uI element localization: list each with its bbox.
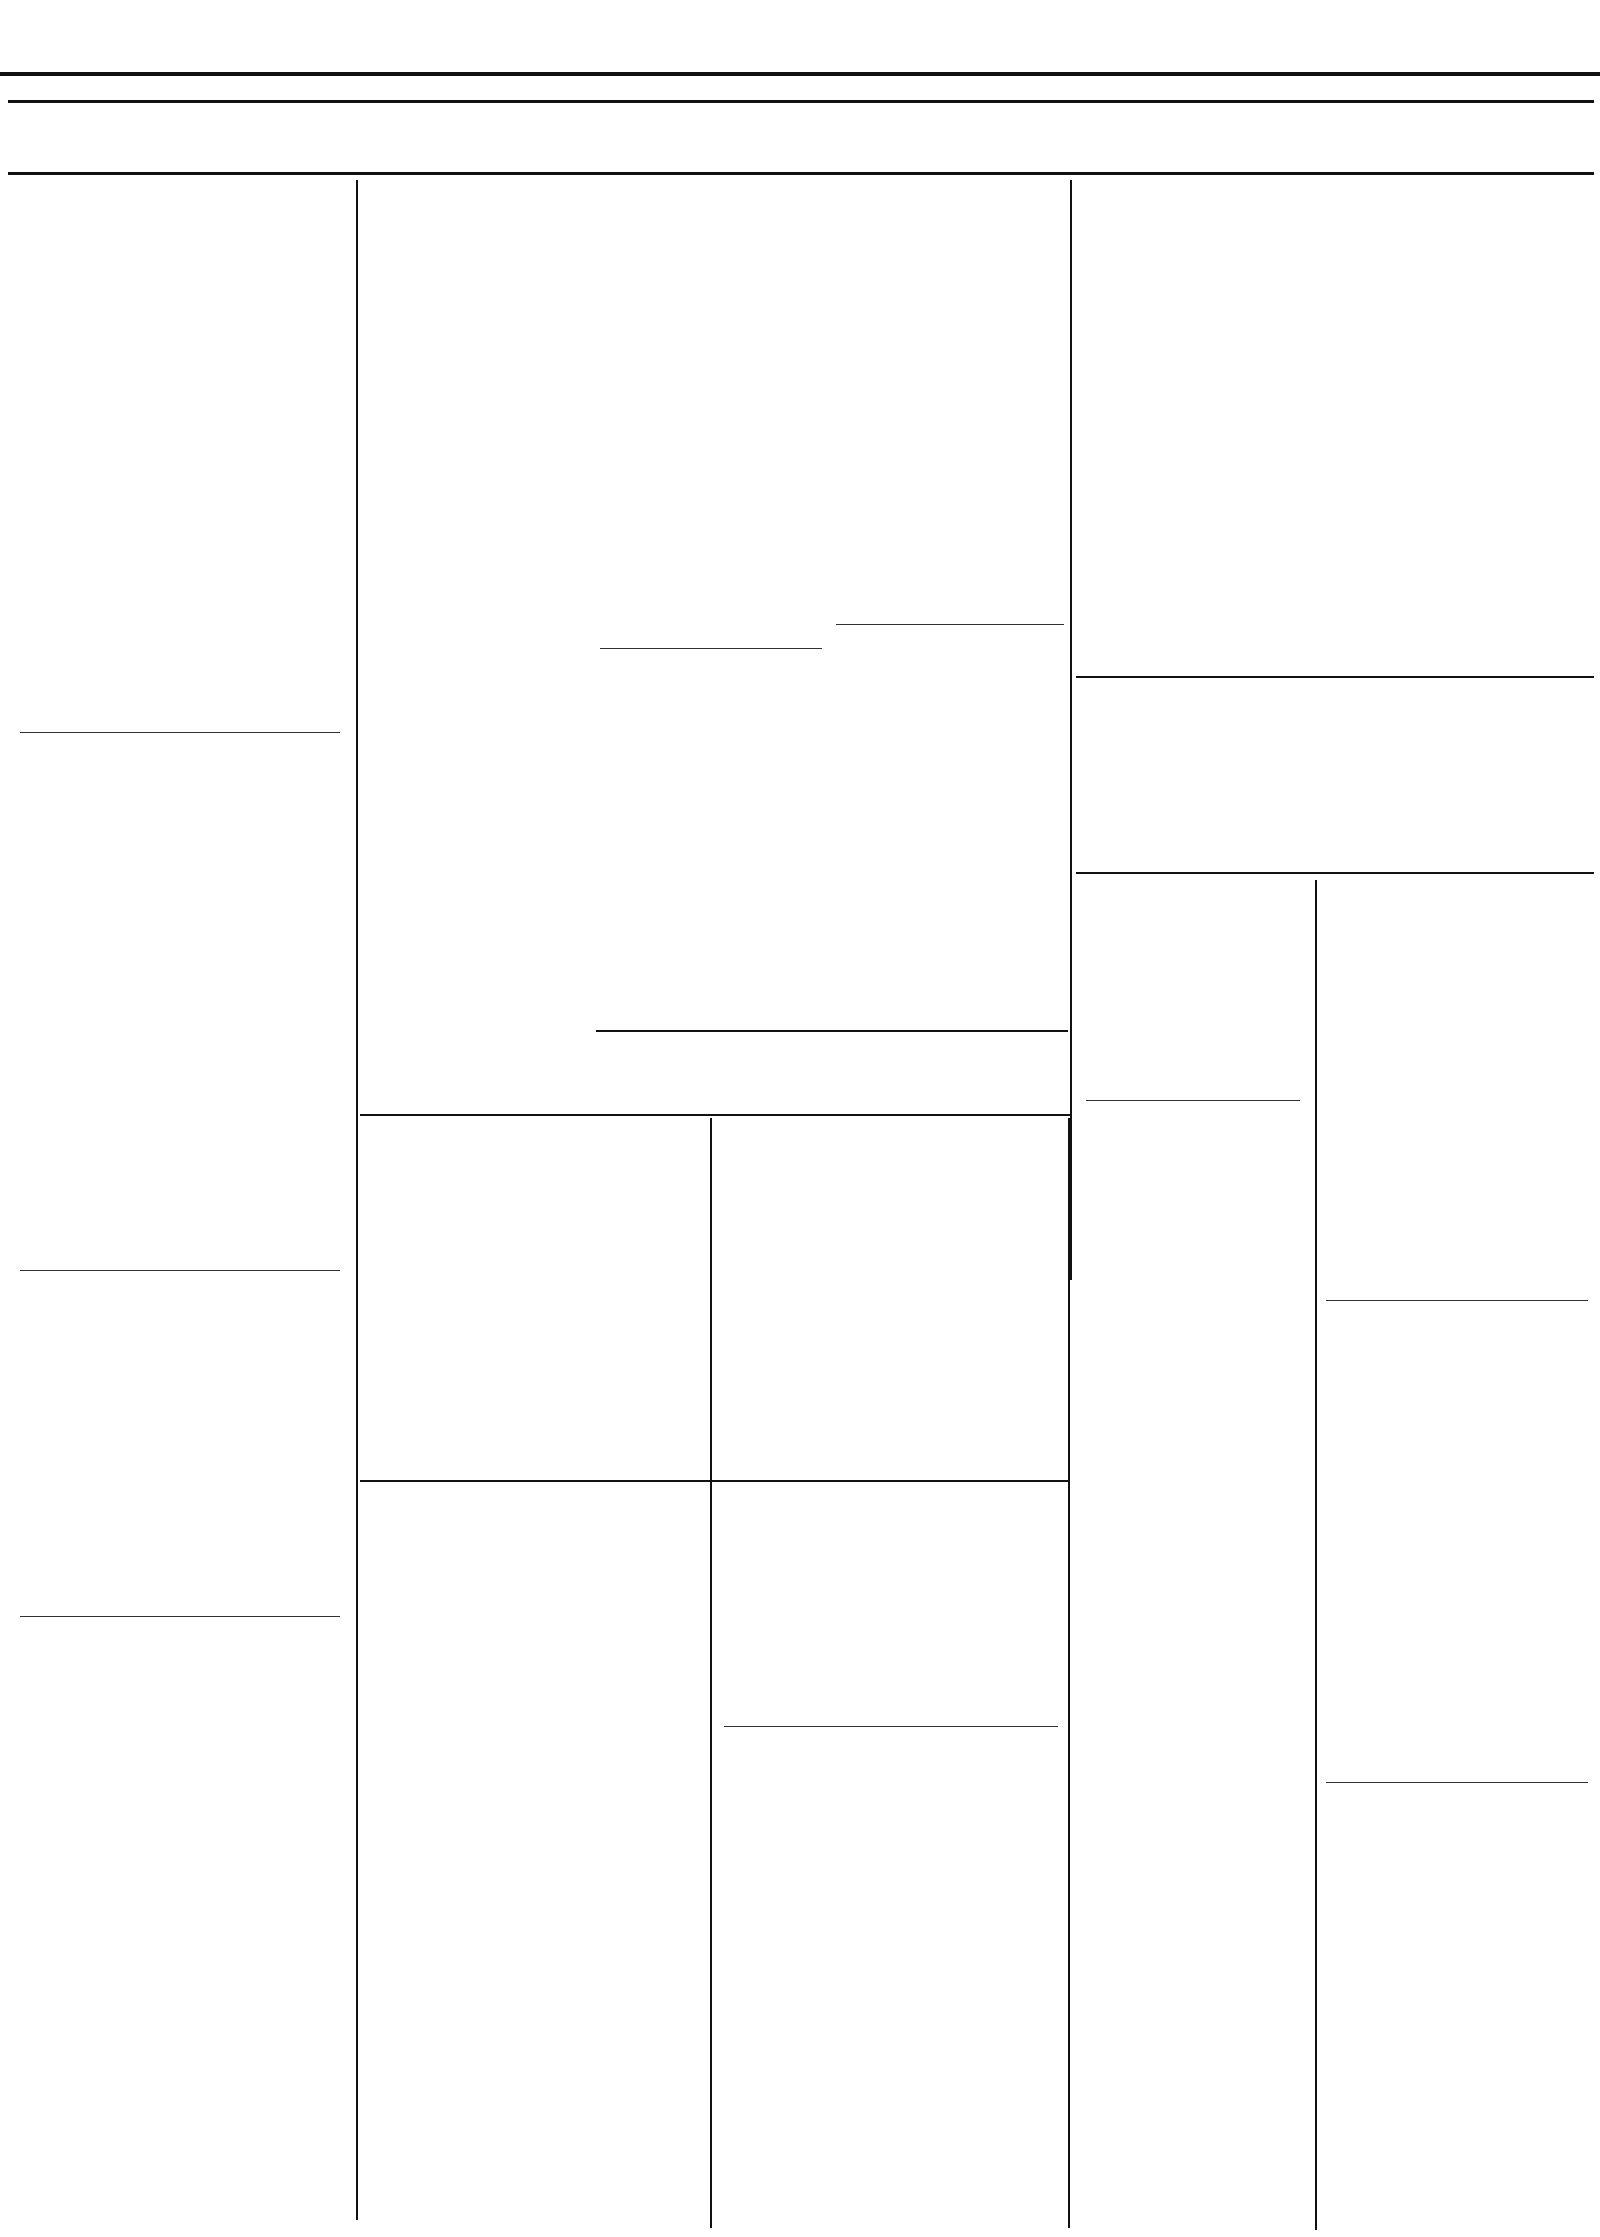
article-separator — [596, 1030, 1068, 1032]
article-separator — [1326, 1782, 1588, 1783]
article-body — [1078, 1160, 1308, 1460]
column-divider — [356, 180, 358, 2220]
article-separator — [1326, 1300, 1588, 1301]
article-body — [364, 1232, 704, 1472]
article-body — [834, 672, 1066, 1026]
article-separator — [360, 1114, 1070, 1116]
column-divider — [1070, 180, 1072, 1280]
article-separator — [600, 648, 822, 649]
article-separator — [836, 624, 1064, 625]
article-body — [598, 696, 824, 1026]
article-separator — [1076, 872, 1594, 874]
article-body — [10, 616, 350, 728]
article-body — [10, 286, 350, 612]
article-body — [1078, 934, 1308, 1094]
banner-bottom-rule — [8, 172, 1594, 175]
article-separator — [360, 1480, 1070, 1482]
masthead-rule — [0, 72, 1600, 76]
article-body — [598, 288, 824, 644]
masthead-bar — [0, 0, 1600, 96]
article-body — [1338, 762, 1592, 866]
article-body — [834, 288, 1066, 618]
article-body — [834, 1060, 1066, 1116]
article-separator — [1086, 1100, 1300, 1101]
article-body — [364, 288, 590, 1008]
article-separator — [20, 1270, 340, 1271]
article-body — [1322, 954, 1592, 1294]
article-separator — [1076, 676, 1594, 678]
article-body — [364, 1570, 704, 2226]
article-body — [1338, 288, 1592, 372]
article-body — [598, 1060, 824, 1116]
article-body — [718, 1780, 1064, 2220]
article-body — [10, 1680, 350, 2220]
banner-top-rule — [8, 100, 1594, 103]
article-separator — [20, 1616, 340, 1617]
article-body — [10, 822, 350, 1266]
article-separator — [724, 1726, 1058, 1727]
article-body — [718, 1570, 1064, 1720]
article-body — [10, 1358, 350, 1612]
column-divider — [1315, 880, 1317, 1004]
column-divider — [1068, 1118, 1070, 2228]
article-body — [1322, 1356, 1592, 1776]
article-body — [1338, 402, 1592, 668]
main-banner — [8, 104, 1594, 170]
article-body — [1078, 288, 1328, 668]
article-body — [1322, 1846, 1592, 2226]
article-separator — [20, 732, 340, 733]
column-divider — [1315, 1000, 1317, 2230]
column-divider — [710, 1118, 712, 2228]
article-body — [718, 1256, 1064, 1472]
article-body — [1078, 762, 1328, 866]
